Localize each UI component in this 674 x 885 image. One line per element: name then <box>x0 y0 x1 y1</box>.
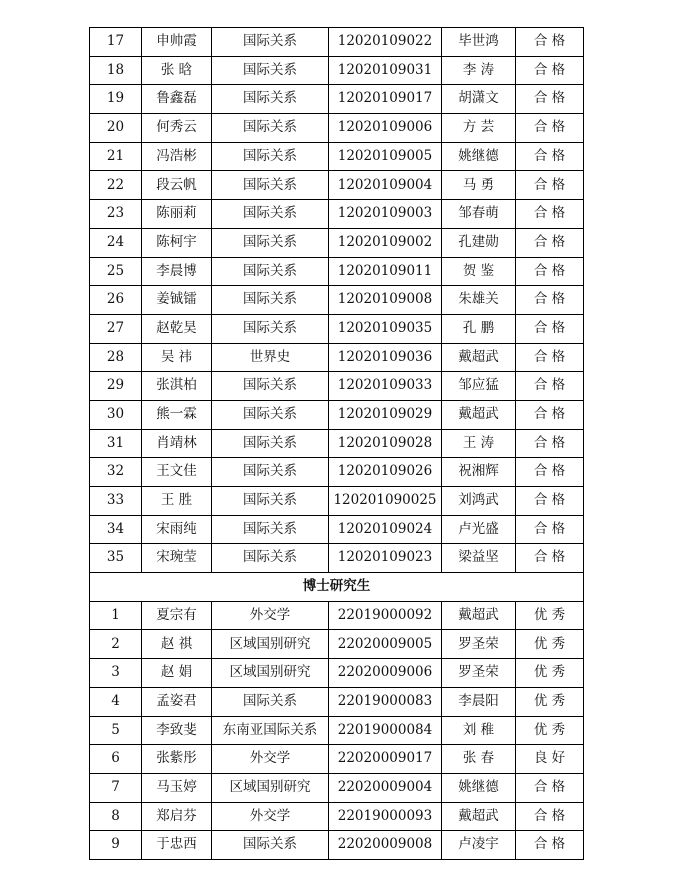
table-row <box>90 687 584 716</box>
student-name-cell: 陈丽莉 <box>142 200 212 229</box>
result-cell: 优 秀 <box>516 601 584 630</box>
serial-number-cell: 29 <box>90 372 142 401</box>
table-row <box>90 200 584 229</box>
student-name-cell: 李致斐 <box>142 716 212 745</box>
student-id-cell: 12020109033 <box>329 372 442 401</box>
student-name-cell: 熊一霖 <box>142 400 212 429</box>
student-name-cell: 宋琬莹 <box>142 544 212 573</box>
supervisor-cell: 刘 稚 <box>442 716 516 745</box>
table-row <box>90 773 584 802</box>
major-cell: 国际关系 <box>212 487 329 516</box>
serial-number-cell: 17 <box>90 28 142 57</box>
student-id-cell: 12020109006 <box>329 114 442 143</box>
student-name-cell: 赵乾昊 <box>142 314 212 343</box>
table-row <box>90 372 584 401</box>
major-cell: 外交学 <box>212 802 329 831</box>
serial-number-cell: 32 <box>90 458 142 487</box>
result-cell: 合 格 <box>516 257 584 286</box>
student-name-cell: 鲁鑫磊 <box>142 85 212 114</box>
result-cell: 优 秀 <box>516 630 584 659</box>
student-name-cell: 何秀云 <box>142 114 212 143</box>
result-cell: 优 秀 <box>516 716 584 745</box>
serial-number-cell: 9 <box>90 831 142 860</box>
result-cell: 合 格 <box>516 343 584 372</box>
major-cell: 国际关系 <box>212 142 329 171</box>
major-cell: 区域国别研究 <box>212 659 329 688</box>
student-id-cell: 12020109022 <box>329 28 442 57</box>
serial-number-cell: 6 <box>90 745 142 774</box>
major-cell: 国际关系 <box>212 114 329 143</box>
table-row <box>90 601 584 630</box>
major-cell: 国际关系 <box>212 228 329 257</box>
result-cell: 优 秀 <box>516 659 584 688</box>
student-id-cell: 12020109036 <box>329 343 442 372</box>
result-cell: 合 格 <box>516 28 584 57</box>
table-row <box>90 314 584 343</box>
major-cell: 国际关系 <box>212 515 329 544</box>
student-name-cell: 吴 祎 <box>142 343 212 372</box>
serial-number-cell: 20 <box>90 114 142 143</box>
supervisor-cell: 孔建勋 <box>442 228 516 257</box>
student-id-cell: 22020009017 <box>329 745 442 774</box>
supervisor-cell: 姚继德 <box>442 142 516 171</box>
supervisor-cell: 王 涛 <box>442 429 516 458</box>
serial-number-cell: 22 <box>90 171 142 200</box>
supervisor-cell: 卢凌宇 <box>442 831 516 860</box>
result-cell: 合 格 <box>516 831 584 860</box>
supervisor-cell: 邹应猛 <box>442 372 516 401</box>
student-id-cell: 12020109024 <box>329 515 442 544</box>
student-id-cell: 22020009004 <box>329 773 442 802</box>
section-header-row <box>90 573 584 602</box>
table-row <box>90 429 584 458</box>
table-row <box>90 400 584 429</box>
serial-number-cell: 1 <box>90 601 142 630</box>
student-name-cell: 赵 娟 <box>142 659 212 688</box>
section-title: 博士研究生 <box>90 573 584 602</box>
student-name-cell: 冯浩彬 <box>142 142 212 171</box>
major-cell: 国际关系 <box>212 257 329 286</box>
table-row <box>90 257 584 286</box>
student-id-cell: 22020009008 <box>329 831 442 860</box>
student-id-cell: 22019000092 <box>329 601 442 630</box>
supervisor-cell: 贺 鉴 <box>442 257 516 286</box>
major-cell: 国际关系 <box>212 286 329 315</box>
serial-number-cell: 19 <box>90 85 142 114</box>
student-id-cell: 12020109029 <box>329 400 442 429</box>
supervisor-cell: 方 芸 <box>442 114 516 143</box>
major-cell: 国际关系 <box>212 28 329 57</box>
serial-number-cell: 5 <box>90 716 142 745</box>
major-cell: 国际关系 <box>212 372 329 401</box>
student-name-cell: 申帅霞 <box>142 28 212 57</box>
table-row <box>90 56 584 85</box>
table-row <box>90 515 584 544</box>
serial-number-cell: 28 <box>90 343 142 372</box>
major-cell: 外交学 <box>212 745 329 774</box>
student-id-cell: 22019000084 <box>329 716 442 745</box>
serial-number-cell: 24 <box>90 228 142 257</box>
student-id-cell: 12020109023 <box>329 544 442 573</box>
supervisor-cell: 刘鸿武 <box>442 487 516 516</box>
supervisor-cell: 祝湘辉 <box>442 458 516 487</box>
supervisor-cell: 戴超武 <box>442 802 516 831</box>
table-row <box>90 544 584 573</box>
result-cell: 优 秀 <box>516 687 584 716</box>
table-row <box>90 487 584 516</box>
supervisor-cell: 邹春萌 <box>442 200 516 229</box>
supervisor-cell: 卢光盛 <box>442 515 516 544</box>
result-cell: 合 格 <box>516 802 584 831</box>
serial-number-cell: 35 <box>90 544 142 573</box>
supervisor-cell: 朱雄关 <box>442 286 516 315</box>
supervisor-cell: 戴超武 <box>442 343 516 372</box>
table-row <box>90 114 584 143</box>
serial-number-cell: 23 <box>90 200 142 229</box>
major-cell: 东南亚国际关系 <box>212 716 329 745</box>
serial-number-cell: 8 <box>90 802 142 831</box>
result-cell: 合 格 <box>516 171 584 200</box>
major-cell: 国际关系 <box>212 171 329 200</box>
supervisor-cell: 戴超武 <box>442 601 516 630</box>
result-cell: 合 格 <box>516 544 584 573</box>
student-name-cell: 马玉婷 <box>142 773 212 802</box>
table-row <box>90 85 584 114</box>
result-cell: 合 格 <box>516 372 584 401</box>
student-id-cell: 12020109002 <box>329 228 442 257</box>
supervisor-cell: 戴超武 <box>442 400 516 429</box>
student-id-cell: 12020109035 <box>329 314 442 343</box>
major-cell: 国际关系 <box>212 831 329 860</box>
student-name-cell: 宋雨纯 <box>142 515 212 544</box>
supervisor-cell: 梁益坚 <box>442 544 516 573</box>
result-cell: 合 格 <box>516 400 584 429</box>
supervisor-cell: 姚继德 <box>442 773 516 802</box>
student-id-cell: 12020109026 <box>329 458 442 487</box>
table-row <box>90 142 584 171</box>
student-name-cell: 肖靖林 <box>142 429 212 458</box>
student-name-cell: 张淇柏 <box>142 372 212 401</box>
table-row <box>90 630 584 659</box>
major-cell: 国际关系 <box>212 314 329 343</box>
result-cell: 合 格 <box>516 458 584 487</box>
serial-number-cell: 34 <box>90 515 142 544</box>
serial-number-cell: 21 <box>90 142 142 171</box>
result-cell: 合 格 <box>516 515 584 544</box>
supervisor-cell: 孔 鹏 <box>442 314 516 343</box>
student-id-cell: 12020109011 <box>329 257 442 286</box>
table-row <box>90 343 584 372</box>
student-id-cell: 12020109017 <box>329 85 442 114</box>
result-cell: 合 格 <box>516 142 584 171</box>
student-name-cell: 于忠西 <box>142 831 212 860</box>
student-id-cell: 22019000083 <box>329 687 442 716</box>
major-cell: 国际关系 <box>212 429 329 458</box>
student-id-cell: 120201090025 <box>329 487 442 516</box>
table-row <box>90 716 584 745</box>
result-cell: 合 格 <box>516 85 584 114</box>
student-name-cell: 李晨博 <box>142 257 212 286</box>
supervisor-cell: 张 春 <box>442 745 516 774</box>
student-name-cell: 赵 祺 <box>142 630 212 659</box>
supervisor-cell: 马 勇 <box>442 171 516 200</box>
student-name-cell: 陈柯宇 <box>142 228 212 257</box>
table-row <box>90 745 584 774</box>
table-row <box>90 458 584 487</box>
major-cell: 区域国别研究 <box>212 773 329 802</box>
major-cell: 国际关系 <box>212 85 329 114</box>
supervisor-cell: 毕世鸿 <box>442 28 516 57</box>
major-cell: 国际关系 <box>212 200 329 229</box>
result-cell: 合 格 <box>516 314 584 343</box>
result-cell: 合 格 <box>516 228 584 257</box>
serial-number-cell: 2 <box>90 630 142 659</box>
major-cell: 国际关系 <box>212 687 329 716</box>
major-cell: 区域国别研究 <box>212 630 329 659</box>
serial-number-cell: 3 <box>90 659 142 688</box>
supervisor-cell: 胡潇文 <box>442 85 516 114</box>
student-name-cell: 郑启芬 <box>142 802 212 831</box>
table-row <box>90 171 584 200</box>
table-row <box>90 286 584 315</box>
major-cell: 国际关系 <box>212 400 329 429</box>
serial-number-cell: 25 <box>90 257 142 286</box>
supervisor-cell: 罗圣荣 <box>442 630 516 659</box>
serial-number-cell: 18 <box>90 56 142 85</box>
supervisor-cell: 李 涛 <box>442 56 516 85</box>
major-cell: 国际关系 <box>212 56 329 85</box>
student-name-cell: 段云帆 <box>142 171 212 200</box>
result-cell: 合 格 <box>516 487 584 516</box>
result-cell: 合 格 <box>516 429 584 458</box>
student-id-cell: 22019000093 <box>329 802 442 831</box>
table-row <box>90 831 584 860</box>
student-id-cell: 22020009006 <box>329 659 442 688</box>
student-id-cell: 12020109028 <box>329 429 442 458</box>
supervisor-cell: 李晨阳 <box>442 687 516 716</box>
results-table <box>89 27 584 860</box>
table-row <box>90 802 584 831</box>
serial-number-cell: 31 <box>90 429 142 458</box>
student-id-cell: 12020109005 <box>329 142 442 171</box>
student-id-cell: 22020009005 <box>329 630 442 659</box>
major-cell: 国际关系 <box>212 544 329 573</box>
student-id-cell: 12020109004 <box>329 171 442 200</box>
result-cell: 合 格 <box>516 286 584 315</box>
serial-number-cell: 33 <box>90 487 142 516</box>
result-cell: 良 好 <box>516 745 584 774</box>
table-row <box>90 228 584 257</box>
result-cell: 合 格 <box>516 56 584 85</box>
major-cell: 国际关系 <box>212 458 329 487</box>
student-name-cell: 张紫彤 <box>142 745 212 774</box>
serial-number-cell: 4 <box>90 687 142 716</box>
student-id-cell: 12020109003 <box>329 200 442 229</box>
table-row <box>90 659 584 688</box>
student-id-cell: 12020109031 <box>329 56 442 85</box>
major-cell: 世界史 <box>212 343 329 372</box>
serial-number-cell: 27 <box>90 314 142 343</box>
serial-number-cell: 7 <box>90 773 142 802</box>
student-name-cell: 姜铖镭 <box>142 286 212 315</box>
supervisor-cell: 罗圣荣 <box>442 659 516 688</box>
student-name-cell: 夏宗有 <box>142 601 212 630</box>
student-id-cell: 12020109008 <box>329 286 442 315</box>
serial-number-cell: 30 <box>90 400 142 429</box>
result-cell: 合 格 <box>516 773 584 802</box>
result-cell: 合 格 <box>516 200 584 229</box>
student-name-cell: 孟姿君 <box>142 687 212 716</box>
student-name-cell: 王 胜 <box>142 487 212 516</box>
results-table-page <box>89 27 583 860</box>
student-name-cell: 王文佳 <box>142 458 212 487</box>
result-cell: 合 格 <box>516 114 584 143</box>
table-row <box>90 28 584 57</box>
serial-number-cell: 26 <box>90 286 142 315</box>
major-cell: 外交学 <box>212 601 329 630</box>
student-name-cell: 张 晗 <box>142 56 212 85</box>
